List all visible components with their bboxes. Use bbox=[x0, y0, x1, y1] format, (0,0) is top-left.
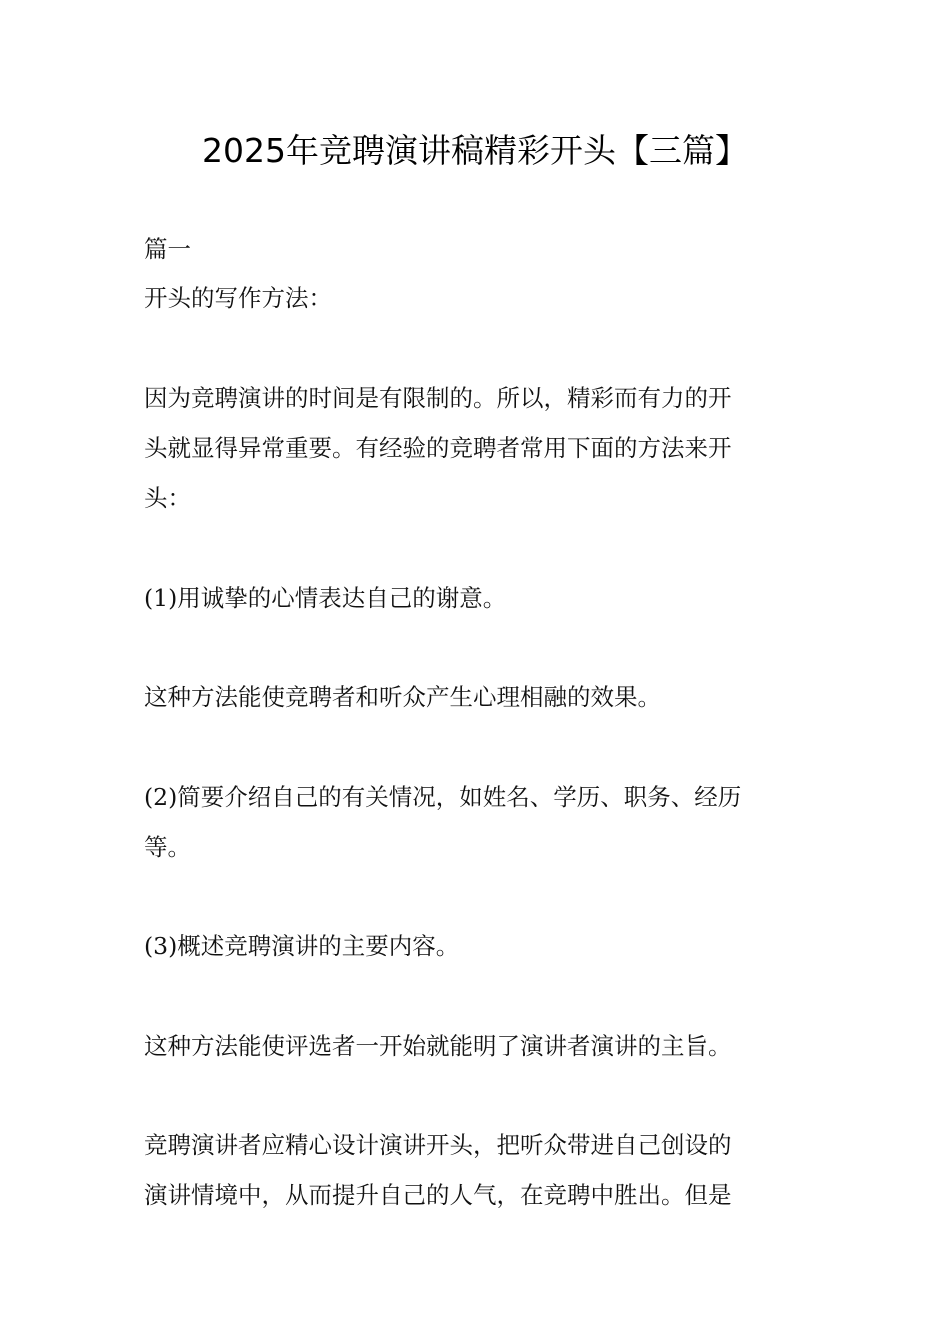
document-title: 2025年竞聘演讲稿精彩开头【三篇】 bbox=[202, 131, 748, 170]
list-item-1: (1)用诚挚的心情表达自己的谢意。 bbox=[144, 584, 507, 612]
paragraph-line: 头： bbox=[144, 484, 191, 512]
paragraph-line: 这种方法能使竞聘者和听众产生心理相融的效果。 bbox=[144, 683, 661, 711]
list-item-2-continued: 等。 bbox=[144, 833, 191, 861]
paragraph-line: 这种方法能使评选者一开始就能明了演讲者演讲的主旨。 bbox=[144, 1032, 732, 1060]
list-item-3: (3)概述竞聘演讲的主要内容。 bbox=[144, 932, 460, 960]
list-item-2: (2)简要介绍自己的有关情况，如姓名、学历、职务、经历 bbox=[144, 783, 742, 811]
paragraph-line: 演讲情境中，从而提升自己的人气，在竞聘中胜出。但是 bbox=[144, 1181, 732, 1209]
paragraph-line: 因为竞聘演讲的时间是有限制的。所以，精彩而有力的开 bbox=[144, 384, 732, 412]
section-heading-part-one: 篇一 bbox=[144, 235, 191, 263]
paragraph-line: 头就显得异常重要。有经验的竞聘者常用下面的方法来开 bbox=[144, 434, 732, 462]
paragraph-line: 竞聘演讲者应精心设计演讲开头，把听众带进自己创设的 bbox=[144, 1131, 732, 1159]
subheading-writing-method: 开头的写作方法： bbox=[144, 284, 332, 312]
